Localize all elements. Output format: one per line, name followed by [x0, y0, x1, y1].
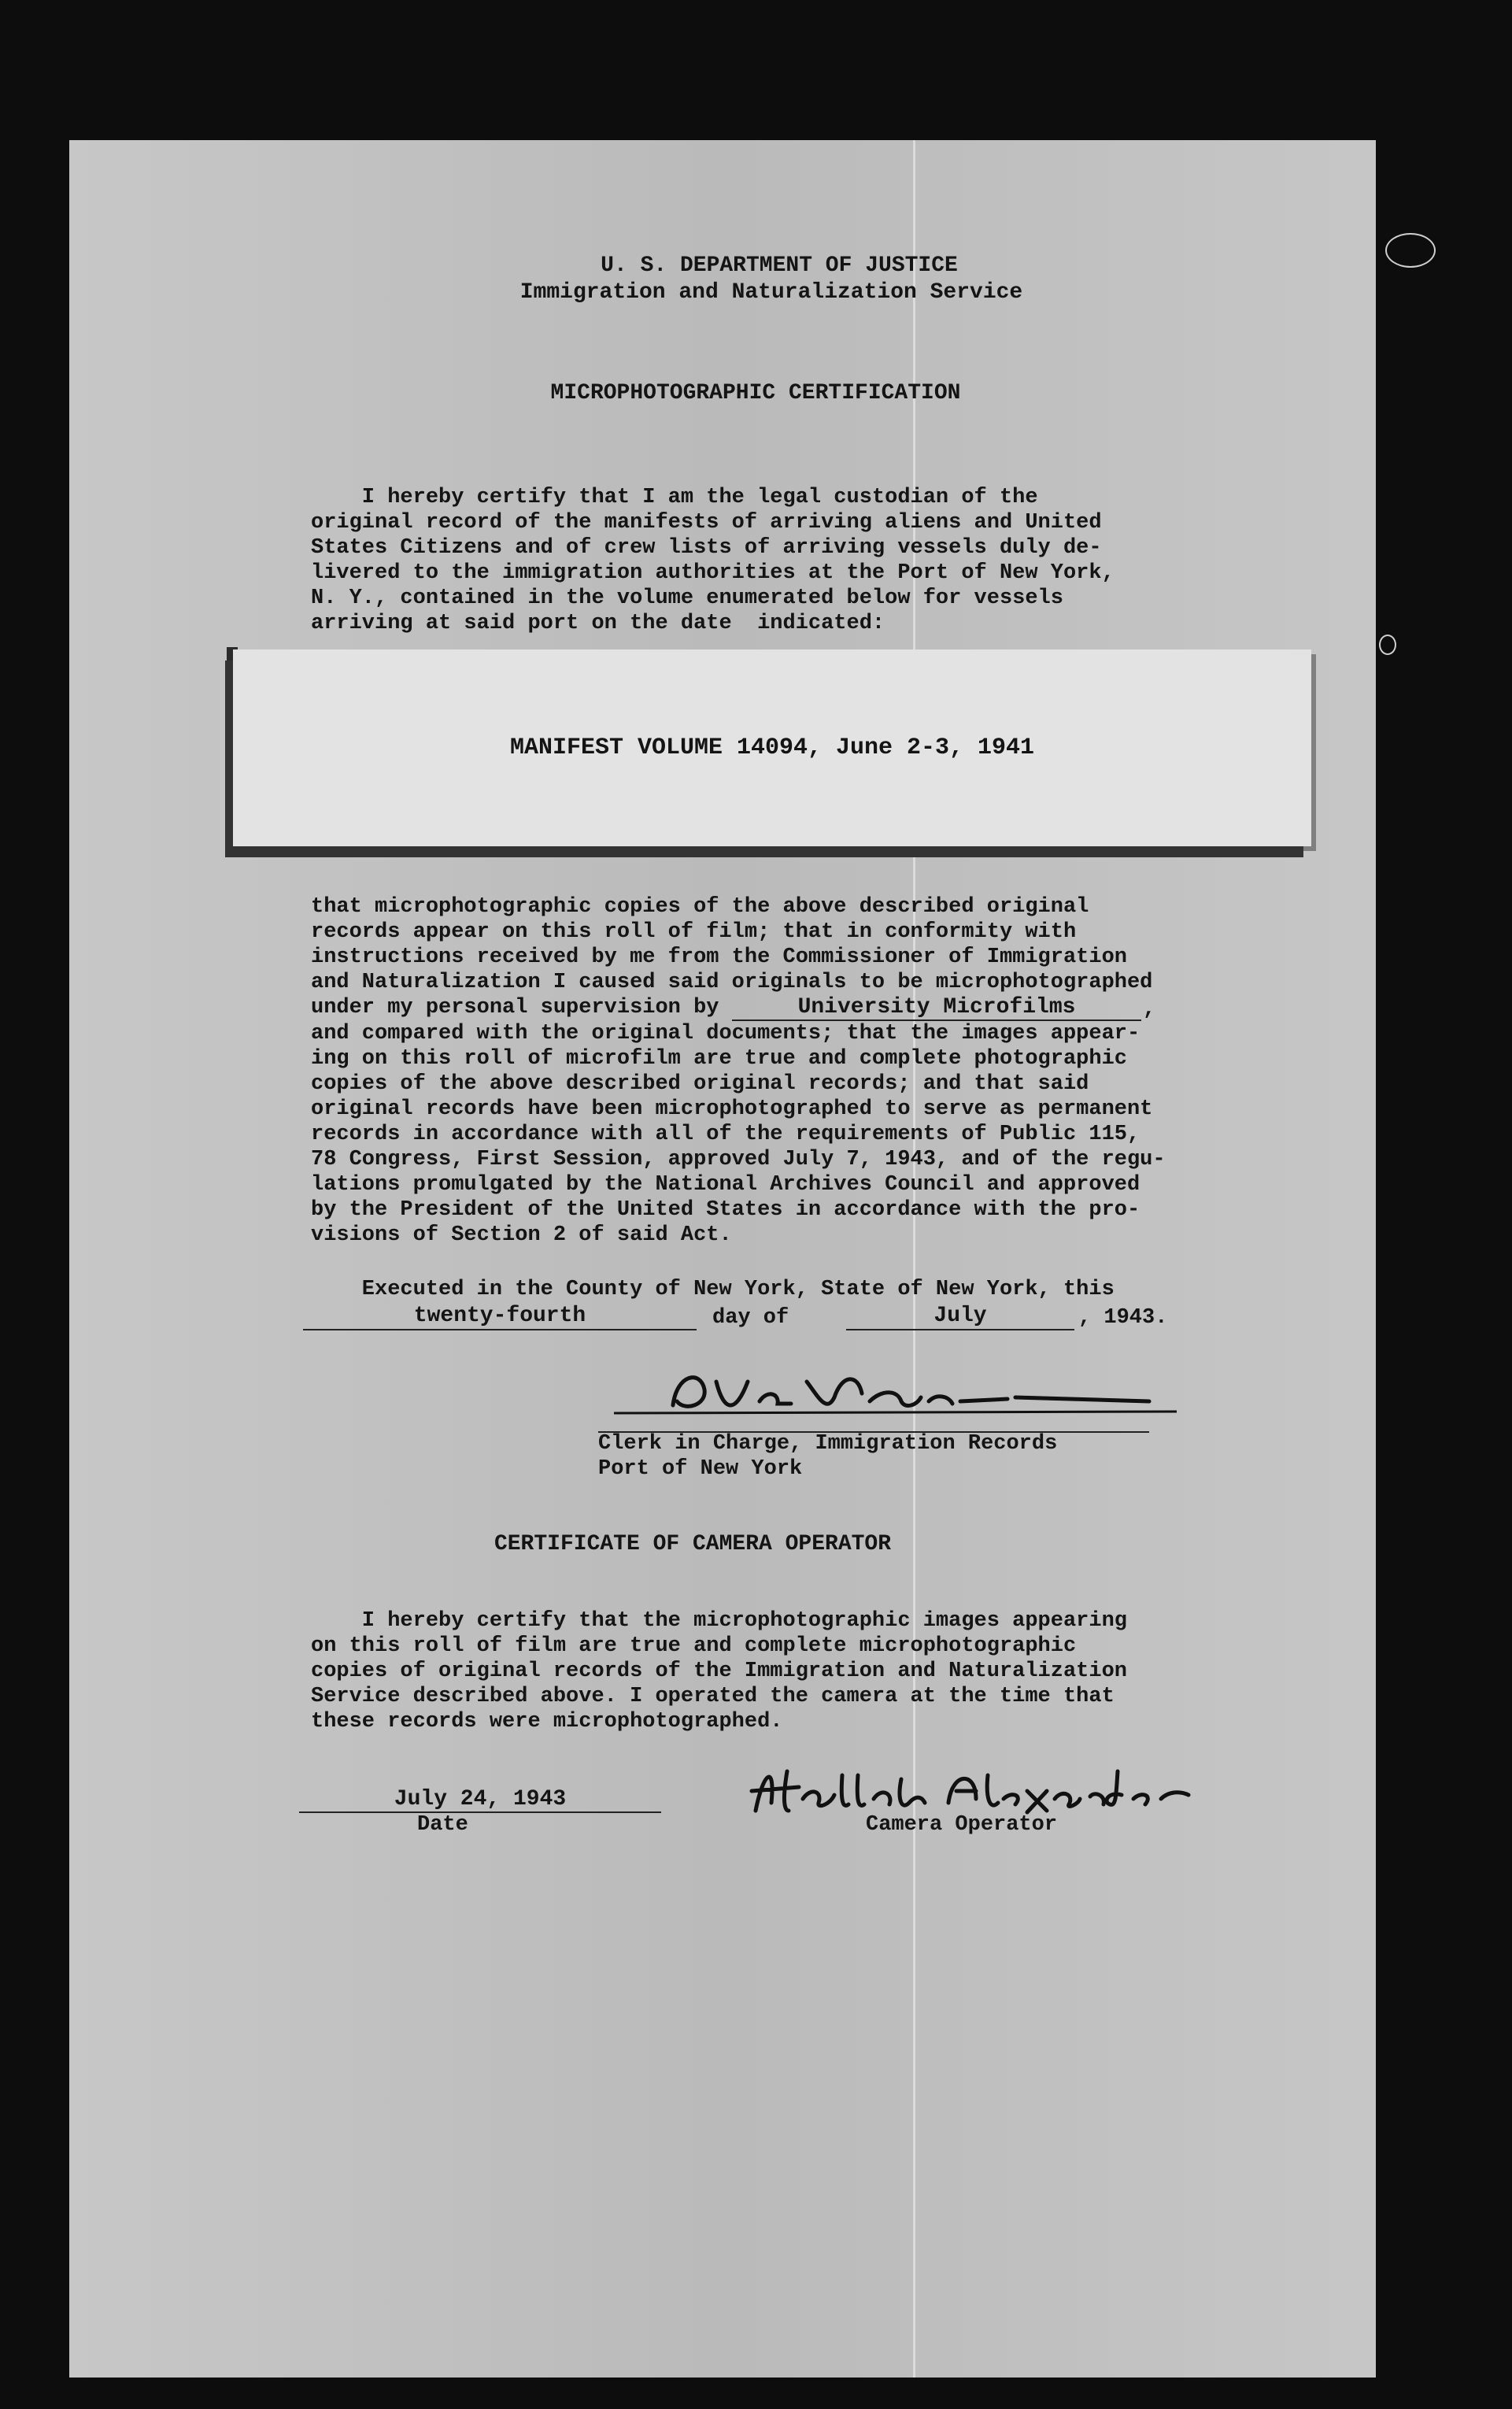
document-title: MICROPHOTOGRAPHIC CERTIFICATION: [550, 381, 961, 405]
camera-line: Service described above. I operated the camera at the time that: [311, 1685, 1115, 1708]
body-line: visions of Section 2 of said Act.: [311, 1223, 732, 1247]
service-heading: Immigration and Naturalization Service: [519, 280, 1023, 305]
month-underline: [846, 1329, 1074, 1330]
camera-line: these records were microphotographed.: [311, 1710, 783, 1734]
body-line: original records have been microphotographed to serve as permanent: [311, 1097, 1153, 1121]
day-of-label: day of: [712, 1306, 789, 1330]
date-label: Date: [417, 1813, 468, 1837]
clerk-office: Port of New York: [598, 1457, 803, 1481]
day-underline: [303, 1329, 697, 1330]
supervisor-value: University Microfilms: [797, 995, 1076, 1019]
camera-line: copies of original records of the Immigration and Naturalization: [311, 1660, 1127, 1683]
intro-line: States Citizens and of crew lists of arriving vessels duly de-: [311, 536, 1102, 560]
intro-line: original record of the manifests of arriving aliens and United: [311, 511, 1102, 535]
body-line: copies of the above described original records; and that said: [311, 1072, 1089, 1096]
body-line: instructions received by me from the Commissioner of Immigration: [311, 945, 1127, 969]
year-value: , 1943.: [1078, 1306, 1168, 1330]
body-line: ing on this roll of microfilm are true and complete photographic: [311, 1047, 1127, 1071]
body-line: 78 Congress, First Session, approved July 7, 1943, and of the regu-: [311, 1148, 1166, 1171]
executed-line: Executed in the County of New York, State of New York, this: [311, 1278, 1115, 1301]
supervisor-comma: ,: [1143, 997, 1156, 1021]
camera-operator-label: Camera Operator: [866, 1813, 1058, 1837]
camera-section-title: CERTIFICATE OF CAMERA OPERATOR: [494, 1532, 892, 1556]
document-page: [69, 140, 1376, 2378]
date-underline: [299, 1811, 661, 1813]
body-line: records appear on this roll of film; that in conformity with: [311, 920, 1077, 944]
month-value: July: [933, 1304, 987, 1328]
clerk-title: Clerk in Charge, Immigration Records: [598, 1432, 1058, 1456]
department-heading: U. S. DEPARTMENT OF JUSTICE: [601, 253, 958, 278]
day-value: twenty-fourth: [413, 1304, 586, 1328]
film-speck: [1379, 635, 1396, 655]
intro-line: N. Y., contained in the volume enumerated below for vessels: [311, 587, 1063, 610]
date-value: July 24, 1943: [394, 1787, 567, 1811]
body-line: and compared with the original documents; that the images appear-: [311, 1022, 1140, 1045]
intro-line: arriving at said port on the date indicated:: [311, 612, 885, 635]
manifest-slip: [233, 649, 1311, 846]
body-line: records in accordance with all of the requirements of Public 115,: [311, 1123, 1140, 1146]
manifest-volume-text: MANIFEST VOLUME 14094, June 2-3, 1941: [509, 735, 1035, 761]
body-line: lations promulgated by the National Archives Council and approved: [311, 1173, 1140, 1197]
film-speck: [1385, 233, 1436, 268]
clerk-signature: [598, 1358, 1181, 1429]
camera-line: on this roll of film are true and complete microphotographic: [311, 1634, 1077, 1658]
body-line: that microphotographic copies of the above described original: [311, 895, 1089, 919]
page-fold: [913, 140, 915, 2378]
body-line: under my personal supervision by: [311, 996, 719, 1019]
camera-line: I hereby certify that the microphotographic images appearing: [311, 1609, 1127, 1633]
intro-line: livered to the immigration authorities at the Port of New York,: [311, 561, 1115, 585]
body-line: by the President of the United States in accordance with the pro-: [311, 1198, 1140, 1222]
intro-line: I hereby certify that I am the legal custodian of the: [311, 486, 1038, 509]
body-line: and Naturalization I caused said originals to be microphotographed: [311, 971, 1153, 994]
